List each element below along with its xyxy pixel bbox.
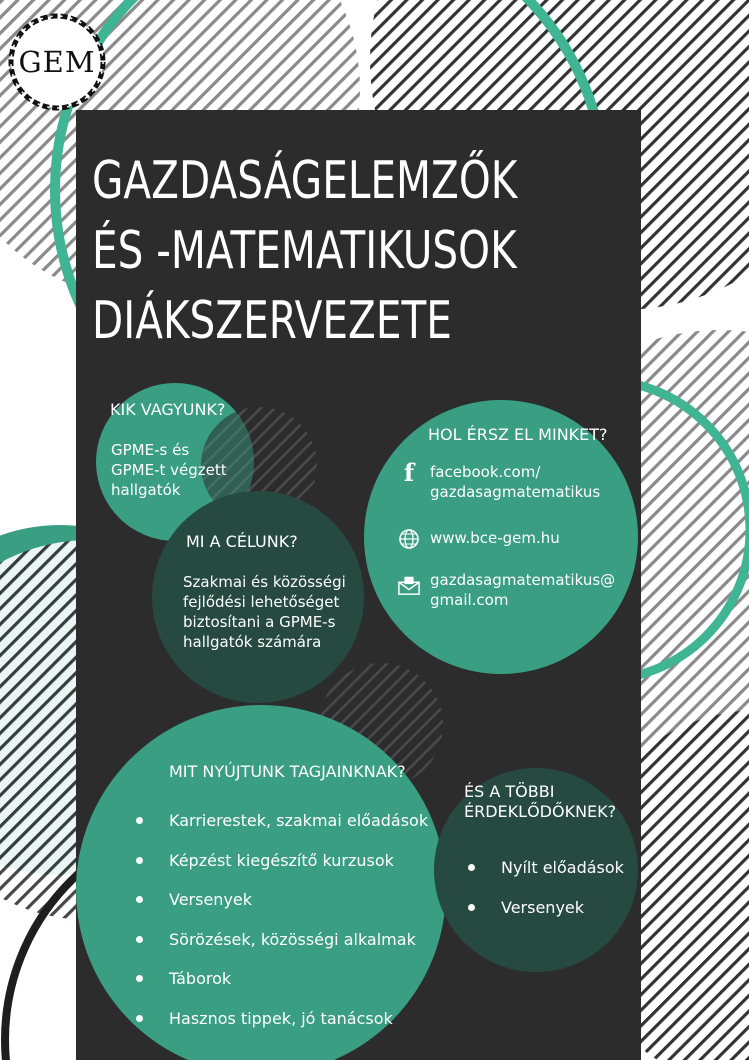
goal-line-1: Szakmai és közösségi xyxy=(183,573,346,591)
goal-line-4: hallgatók számára xyxy=(183,633,322,651)
contact-email[interactable] xyxy=(398,570,615,610)
title-line-3: DIÁKSZERVEZETE xyxy=(92,291,452,351)
email-line-1: gazdasagmatematikus@ xyxy=(430,571,616,589)
title-line-2: ÉS -MATEMATIKUSOK xyxy=(92,221,517,281)
main-panel xyxy=(76,110,641,1060)
goal-line-3: biztosítani a GPME-s xyxy=(183,613,336,631)
contact-heading: HOL ÉRSZ EL MINKET? xyxy=(428,425,608,444)
who-text xyxy=(111,440,227,500)
offer-heading: MIT NYÚJTUNK TAGJAINKNAK? xyxy=(169,762,406,781)
who-line-1: GPME-s és xyxy=(111,441,190,459)
logo-text: GEM xyxy=(18,45,96,79)
title-line-1: GAZDASÁGELEMZŐK xyxy=(92,151,518,211)
who-line-2: GPME-t végzett xyxy=(111,461,227,479)
email-link[interactable] xyxy=(430,570,615,610)
offer-item: Táborok xyxy=(136,969,428,1009)
facebook-line-2: gazdasagmatematikus xyxy=(430,483,601,501)
others-heading-line-1: ÉS A TÖBBI xyxy=(464,782,555,801)
offer-item: Képzést kiegészítő kurzusok xyxy=(136,851,428,891)
others-heading-line-2: ÉRDEKLŐDŐKNEK? xyxy=(464,802,617,821)
goal-heading: MI A CÉLUNK? xyxy=(186,532,298,551)
offer-item: Hasznos tippek, jó tanácsok xyxy=(136,1009,428,1049)
email-line-2: gmail.com xyxy=(430,591,509,609)
gem-logo xyxy=(3,12,111,112)
offer-item: Sörözések, közösségi alkalmak xyxy=(136,930,428,970)
others-heading xyxy=(464,782,616,822)
offer-item: Karrierestek, szakmai előadások xyxy=(136,811,428,851)
envelope-icon xyxy=(398,574,420,596)
globe-icon xyxy=(398,528,420,550)
web-link[interactable]: www.bce-gem.hu xyxy=(430,529,560,547)
others-list xyxy=(468,858,624,937)
facebook-icon: f xyxy=(403,458,415,487)
others-item: Versenyek xyxy=(468,898,624,938)
who-line-3: hallgatók xyxy=(111,481,181,499)
facebook-link[interactable] xyxy=(430,462,600,502)
goal-text xyxy=(183,572,346,652)
contact-facebook[interactable] xyxy=(398,458,601,502)
goal-line-2: fejlődési lehetőséget xyxy=(183,593,340,611)
others-item: Nyílt előadások xyxy=(468,858,624,898)
offer-item: Versenyek xyxy=(136,890,428,930)
who-heading: KIK VAGYUNK? xyxy=(110,400,226,419)
contact-web[interactable] xyxy=(398,528,560,550)
offer-list xyxy=(136,811,428,1048)
facebook-line-1: facebook.com/ xyxy=(430,463,541,481)
page-title xyxy=(92,146,517,356)
